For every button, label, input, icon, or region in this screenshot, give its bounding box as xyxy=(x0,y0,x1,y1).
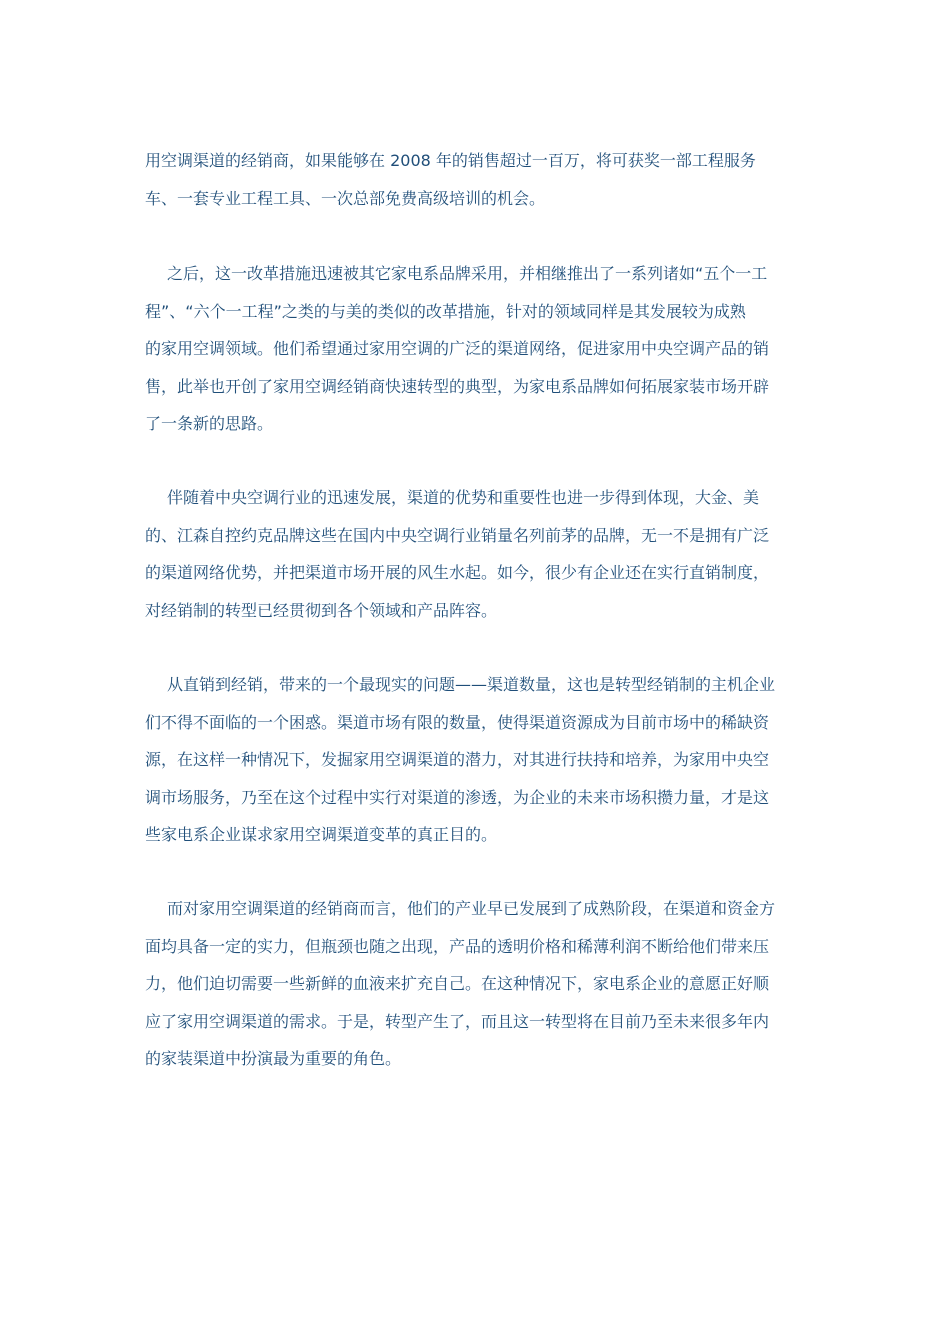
paragraph-line: 伴随着中央空调行业的迅速发展，渠道的优势和重要性也进一步得到体现，大金、美 xyxy=(167,488,760,507)
paragraph-line: 对经销制的转型已经贯彻到各个领域和产品阵容。 xyxy=(145,600,498,620)
paragraph-line: 应了家用空调渠道的需求。于是，转型产生了，而且这一转型将在目前乃至未来很多年内 xyxy=(145,1011,770,1031)
paragraph-4 xyxy=(145,666,810,854)
paragraph-line: 的家装渠道中扮演最为重要的角色。 xyxy=(145,1049,402,1068)
paragraph-line: 从直销到经销，带来的一个最现实的问题——渠道数量，这也是转型经销制的主机企业 xyxy=(167,675,776,694)
paragraph-line: 们不得不面临的一个困惑。渠道市场有限的数量，使得渠道资源成为目前市场中的稀缺资 xyxy=(145,712,770,732)
paragraph-line: 源，在这样一种情况下，发掘家用空调渠道的潜力，对其进行扶持和培养，为家用中央空 xyxy=(145,750,770,769)
paragraph-line: 售，此举也开创了家用空调经销商快速转型的典型，为家电系品牌如何拓展家装市场开辟 xyxy=(145,376,770,396)
paragraph-line: 的、江森自控约克品牌这些在国内中央空调行业销量名列前茅的品牌，无一不是拥有广泛 xyxy=(145,525,770,545)
paragraph-line: 之后，这一改革措施迅速被其它家电系品牌采用，并相继推出了一系列诸如“五个一工 xyxy=(167,264,768,283)
paragraph-line: 车、一套专业工程工具、一次总部免费高级培训的机会。 xyxy=(145,188,546,208)
paragraph-line: 的渠道网络优势，并把渠道市场开展的风生水起。如今，很少有企业还在实行直销制度， xyxy=(145,563,770,582)
paragraph-line: 了一条新的思路。 xyxy=(145,414,274,433)
paragraph-line: 些家电系企业谋求家用空调渠道变革的真正目的。 xyxy=(145,825,498,844)
paragraph-3 xyxy=(145,479,810,629)
paragraph-5 xyxy=(145,890,810,1078)
paragraph-line: 调市场服务，乃至在这个过程中实行对渠道的渗透，为企业的未来市场积攒力量，才是这 xyxy=(145,787,770,807)
paragraph-2 xyxy=(145,255,810,443)
paragraph-line: 程”、“六个一工程”之类的与美的类似的改革措施，针对的领域同样是其发展较为成熟 xyxy=(145,301,746,321)
paragraph-line: 而对家用空调渠道的经销商而言，他们的产业早已发展到了成熟阶段，在渠道和资金方 xyxy=(167,899,776,918)
paragraph-line: 的家用空调领域。他们希望通过家用空调的广泛的渠道网络，促进家用中央空调产品的销 xyxy=(145,339,770,358)
paragraph-line: 用空调渠道的经销商，如果能够在 2008 年的销售超过一百万，将可获奖一部工程服务 xyxy=(145,151,756,170)
paragraph-1 xyxy=(145,142,810,217)
paragraph-line: 力，他们迫切需要一些新鲜的血液来扩充自己。在这种情况下，家电系企业的意愿正好顺 xyxy=(145,974,770,993)
paragraph-line: 面均具备一定的实力，但瓶颈也随之出现，产品的透明价格和稀薄利润不断给他们带来压 xyxy=(145,936,770,956)
